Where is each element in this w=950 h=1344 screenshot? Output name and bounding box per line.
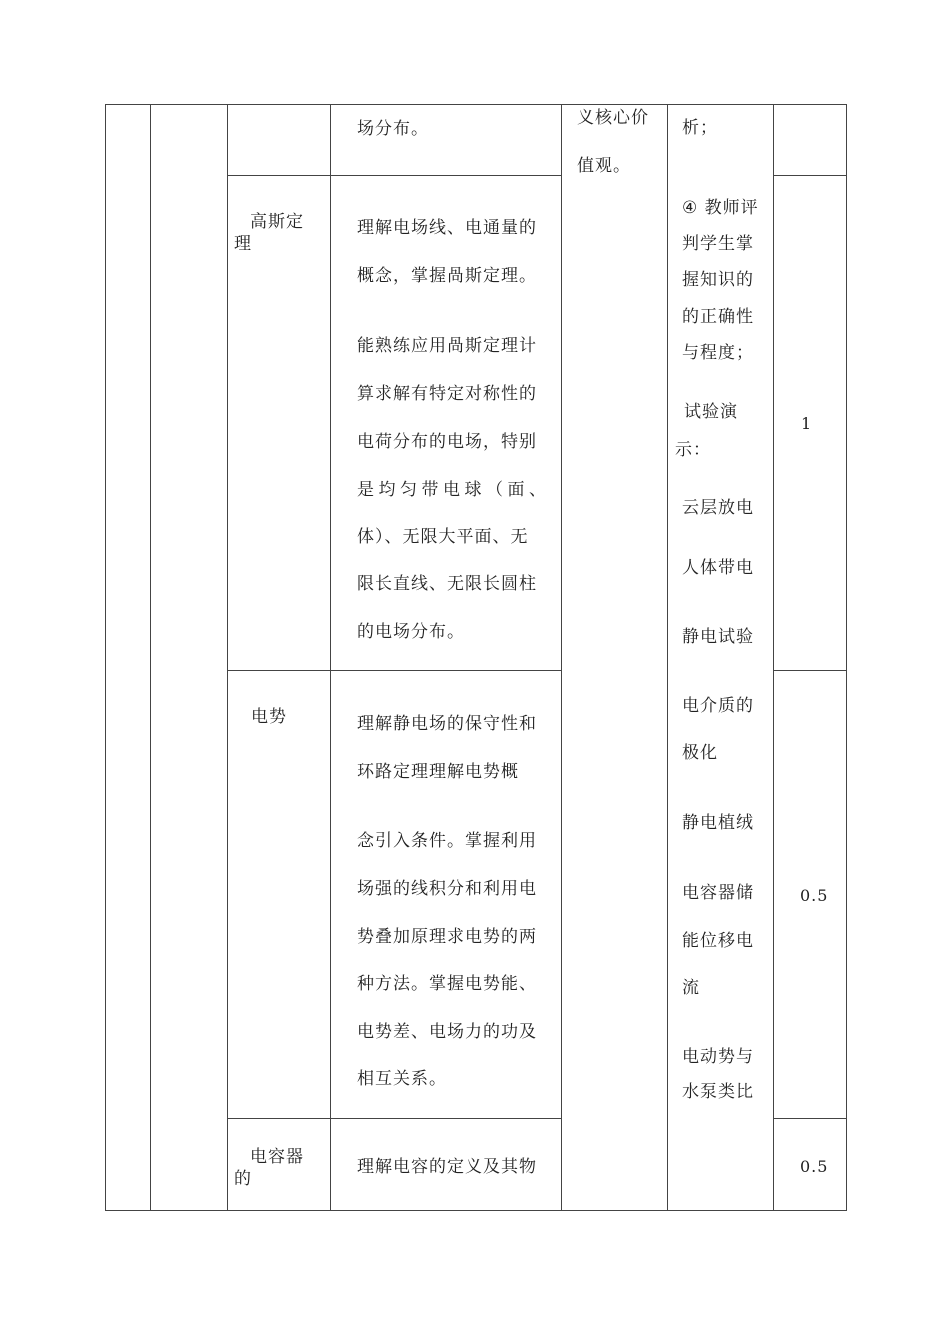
row-content-line: 理解电容的定义及其物	[357, 1157, 537, 1177]
row-content-line: 体）、无限大平面、无	[357, 527, 529, 547]
method-line: 电介质的	[682, 696, 754, 716]
method-line: 水泵类比	[682, 1082, 754, 1102]
method-line: 云层放电	[682, 498, 754, 518]
method-line: 极化	[682, 743, 718, 763]
row-hours: 1	[801, 414, 813, 433]
row-hours: 0.5	[800, 1157, 829, 1176]
method-line: 能位移电	[682, 931, 754, 951]
row-divider	[773, 670, 847, 671]
table-border-bottom	[105, 1210, 847, 1211]
method-line: 电容器储	[682, 883, 754, 903]
row-content-line: 势叠加原理求电势的两	[357, 927, 537, 947]
row-content-line: 能熟练应用咼斯定理计	[357, 336, 537, 356]
ideology-line: 义核心价	[577, 108, 649, 128]
row-divider	[773, 175, 847, 176]
row-hours: 0.5	[800, 886, 829, 905]
row-topic-line: 电势	[251, 707, 287, 727]
row-divider	[227, 1118, 562, 1119]
table-border-top	[105, 104, 847, 105]
ideology-line: 值观。	[577, 156, 631, 176]
row-divider	[773, 1118, 847, 1119]
row-content-line: 相互关系。	[357, 1069, 447, 1089]
row-content-line: 理解电场线、电通量的	[357, 218, 537, 238]
row-topic-line: 理	[234, 234, 252, 254]
row-topic-line: 电容器	[250, 1147, 304, 1167]
method-line: 人体带电	[682, 558, 754, 578]
column-divider	[105, 104, 106, 1211]
row-content-line: 理解静电场的保守性和	[357, 714, 537, 734]
row-content-line: 环路定理理解电势概	[357, 762, 519, 782]
row-content-line: 是均匀带电球（面、	[357, 480, 551, 500]
row-content-line: 算求解有特定对称性的	[357, 384, 537, 404]
row-content-line: 限长直线、无限长圆柱	[357, 574, 537, 594]
row-content-line: 场强的线积分和利用电	[357, 879, 537, 899]
method-line: 握知识的	[682, 270, 754, 290]
row-divider	[227, 175, 562, 176]
method-line: 示：	[675, 440, 711, 460]
table-border-right	[846, 104, 847, 1211]
method-line: ④ 教师评	[682, 198, 759, 218]
column-divider	[667, 104, 668, 1211]
column-divider	[330, 104, 331, 1211]
method-line: 试验演	[684, 402, 738, 422]
row-topic-line: 的	[234, 1169, 252, 1189]
row-content-line: 的电场分布。	[357, 622, 465, 642]
row-content-line: 概念，掌握咼斯定理。	[357, 266, 537, 286]
method-line: 静电试验	[682, 627, 754, 647]
column-divider	[227, 104, 228, 1211]
row-content-line: 电荷分布的电场，特别	[357, 432, 537, 452]
row-divider	[227, 670, 562, 671]
row-content-line: 电势差、电场力的功及	[357, 1022, 537, 1042]
method-line: 流	[682, 978, 700, 998]
row-topic-line: 高斯定	[250, 212, 304, 232]
column-divider	[773, 104, 774, 1211]
method-line: 电动势与	[682, 1047, 754, 1067]
column-divider	[561, 104, 562, 1211]
method-line: 判学生掌	[682, 234, 754, 254]
method-line: 析；	[682, 118, 718, 138]
row-content-line: 场分布。	[357, 119, 429, 139]
column-divider	[150, 104, 151, 1211]
method-line: 静电植绒	[682, 813, 754, 833]
method-line: 与程度；	[682, 343, 754, 363]
method-line: 的正确性	[682, 307, 754, 327]
row-content-line: 念引入条件。掌握利用	[357, 831, 537, 851]
row-content-line: 种方法。掌握电势能、	[357, 974, 537, 994]
